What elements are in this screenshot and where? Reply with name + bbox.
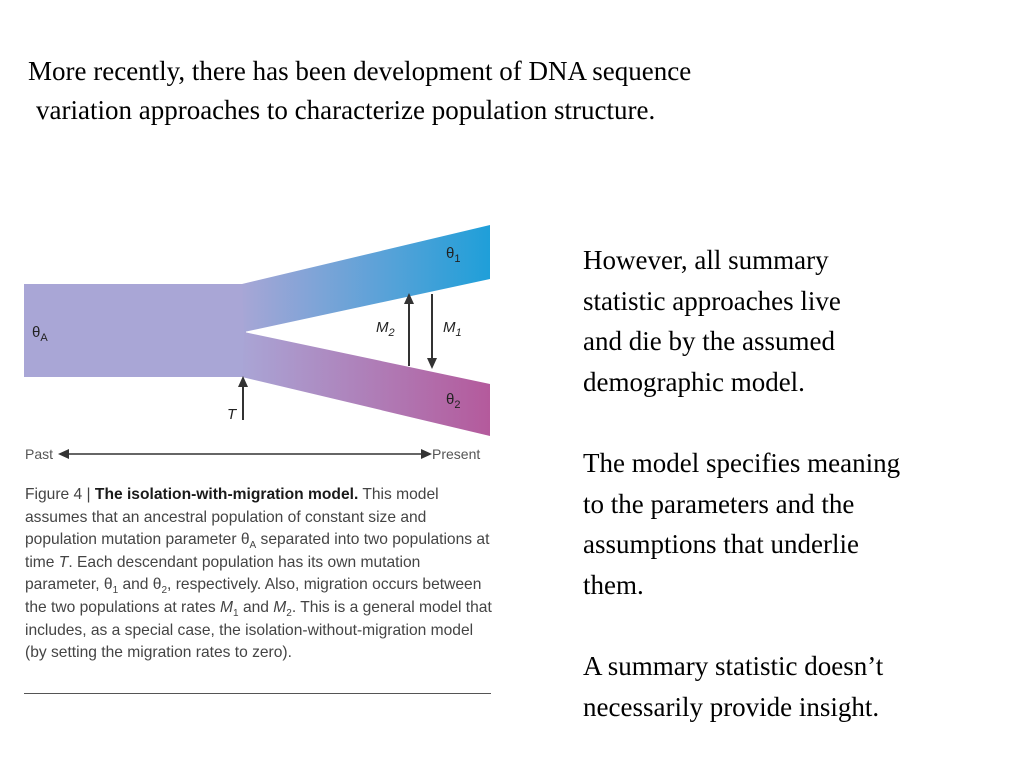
time-axis-arrow	[58, 449, 432, 459]
right-column-text	[583, 240, 1003, 768]
para1-line3: and die by the assumed	[583, 326, 835, 356]
caption-sub-a: A	[249, 540, 257, 552]
caption-text-5: , respectively. Also, migration occurs between the two populations at rates	[25, 576, 482, 616]
para2-line3: assumptions that underlie	[583, 529, 859, 559]
paragraph-insight	[583, 646, 1003, 727]
caption-sub-1: 1	[112, 585, 119, 597]
m1-label: $M_1$	[443, 319, 462, 339]
past-label: Past	[25, 446, 54, 462]
caption-divider	[24, 693, 491, 694]
para2-line1: The model specifies meaning	[583, 448, 901, 478]
caption-title: The isolation-with-migration model.	[94, 486, 359, 503]
heading-line-1: More recently, there has been development of DNA sequence	[28, 56, 692, 86]
caption-text-4: and θ	[118, 576, 162, 594]
para3-line1: A summary statistic doesn’t	[583, 651, 884, 681]
theta-2-label: $\theta_2$	[446, 391, 461, 411]
m2-label: $M_2$	[376, 319, 395, 339]
caption-text-2: separated into two populations at time	[25, 531, 490, 571]
para1-line1: However, all summary	[583, 245, 829, 275]
isolation-migration-diagram	[24, 222, 494, 470]
para1-line4: demographic model.	[583, 366, 805, 397]
present-label: Present	[432, 446, 481, 462]
caption-m2: M	[273, 598, 287, 616]
para1-line2: statistic approaches live	[583, 285, 841, 316]
paragraph-model-meaning	[583, 443, 1003, 605]
caption-sub-m2: 2	[286, 608, 292, 620]
ancestral-population-band	[24, 284, 246, 377]
para2-line4: them.	[583, 569, 644, 600]
t-label: T	[227, 406, 237, 423]
slide-heading	[28, 52, 908, 130]
split-time-arrow	[238, 376, 248, 420]
population-2-band	[242, 332, 490, 436]
caption-text-1: This model assumes that an ancestral population of constant size and population mutation parameter θ	[25, 486, 439, 549]
heading-line-2: variation approaches to characterize population structure.	[36, 95, 656, 125]
figure-caption	[25, 484, 495, 665]
m1-migration-arrow	[427, 294, 437, 369]
population-1-band	[242, 225, 490, 332]
caption-text-6: and	[238, 598, 274, 616]
caption-m1: M	[220, 598, 234, 616]
para2-line2: to the parameters and the	[583, 488, 855, 519]
para3-line2: necessarily provide insight.	[583, 691, 880, 722]
theta-1-label: $\theta_1$	[446, 245, 461, 265]
theta-a-label: $\theta_A$	[32, 324, 48, 344]
caption-sub-m1: 1	[233, 608, 239, 620]
caption-t: T	[58, 553, 69, 571]
caption-figure-number: Figure 4 |	[25, 486, 95, 503]
paragraph-summary-statistics	[583, 240, 1003, 402]
m2-migration-arrow	[404, 293, 414, 366]
caption-sub-2: 2	[161, 585, 168, 597]
caption-text-7: . This is a general model that includes, as a special case, the isolation-without-migration model (by setting the migration rates to zero).	[25, 598, 492, 662]
caption-text-3: . Each descendant population has its own mutation parameter, θ	[25, 553, 421, 594]
